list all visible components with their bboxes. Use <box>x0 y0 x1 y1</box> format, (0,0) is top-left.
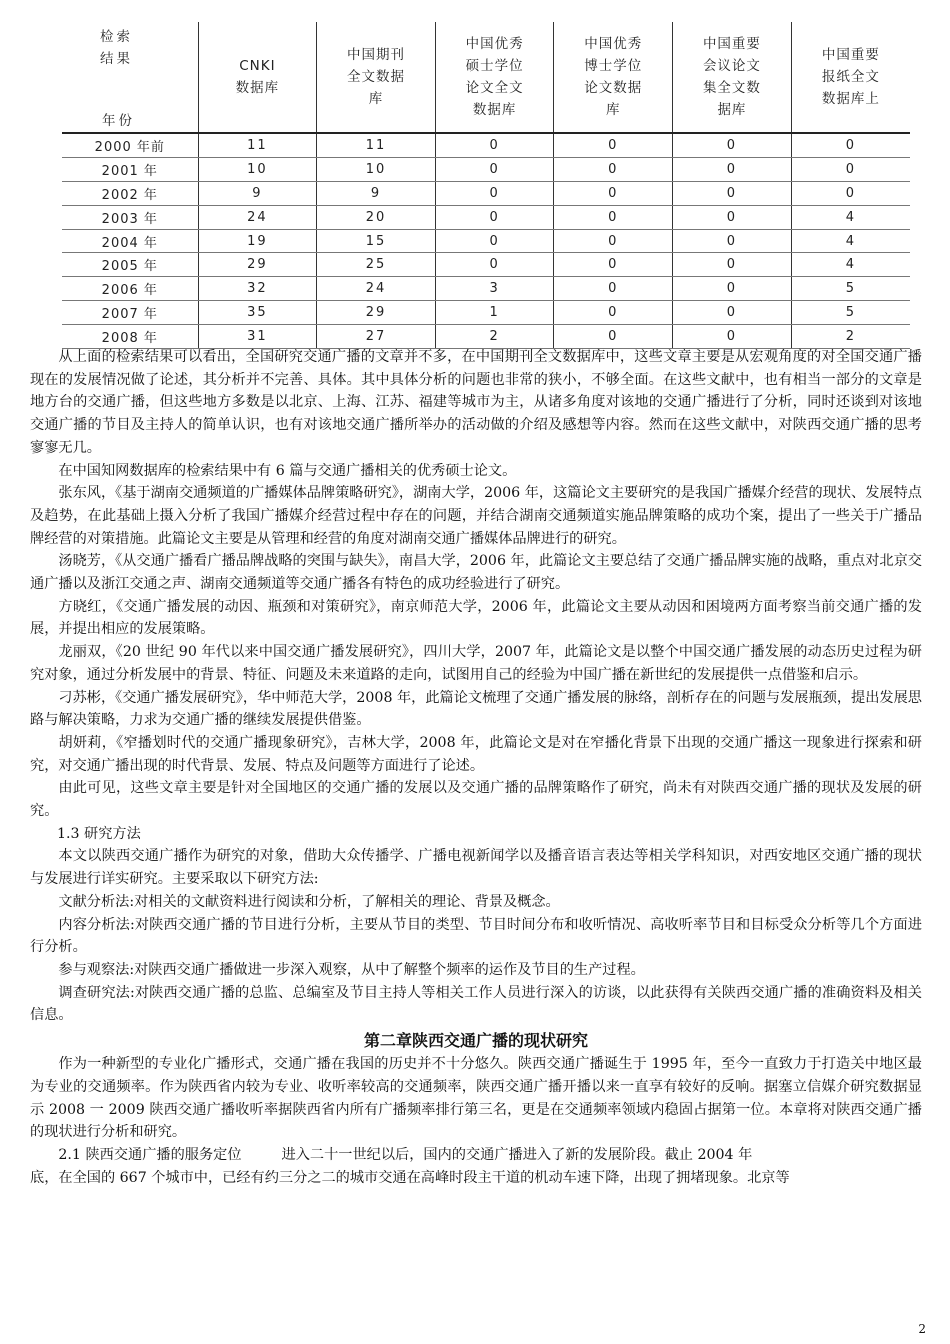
count-cell: 0 <box>554 253 673 277</box>
count-cell: 5 <box>791 277 910 301</box>
table-header-row <box>62 22 910 133</box>
paragraph: 龙丽双，《20 世纪 90 年代以来中国交通广播发展研究》，四川大学，2007 年，此篇论文是以整个中国交通广播发展的动态历史过程为研究对象，通过分析发展中的背景、特征、问题及未来道路的走向，试图用自己的经验为中国广播在新世纪的发展提供一点借鉴和启示。 <box>30 644 922 683</box>
search-results-table <box>62 22 910 349</box>
count-cell: 0 <box>554 229 673 253</box>
count-cell: 29 <box>198 253 317 277</box>
table-row <box>62 229 910 253</box>
paragraph: 参与观察法:对陕西交通广播做进一步深入观察，从中了解整个频率的运作及节目的生产过程。 <box>58 961 645 978</box>
count-cell: 0 <box>673 133 792 157</box>
paragraph: 张东风，《基于湖南交通频道的广播媒体品牌策略研究》，湖南大学，2006 年，这篇论文主要研究的是我国广播媒介经营的现状、发展特点及趋势，在此基础上摄入分析了我国广播媒介经营过程中存在的问题，并结合湖南交通频道实施品牌策略的成功个案，提出了一些关于广播品牌经营的对策措施。此篇论文主要是从管理和经营的角度对湖南交通广播媒体品牌进行的研究。 <box>30 485 922 547</box>
count-cell: 0 <box>791 133 910 157</box>
paragraph: 从上面的检索结果可以看出，全国研究交通广播的文章并不多，在中国期刊全文数据库中，这些文章主要是从宏观角度的对全国交通广播现在的发展情况做了论述，其分析并不完善、具体。其中具体分析的问题也非常的狭小，不够全面。在这些文献中，也有相当一部分的文章是地方台的交通广播，但这些地方多数是以北京、上海、江苏、福建等城市为主，从诸多角度对该地的交通广播进行了分析，同时还谈到对该地交通广播的节目及主持人的简单认识，也有对该地交通广播所举办的活动做的介绍及感想等内容。然而在这些文献中，对陕西交通广播的思考寥寥无几。 <box>30 349 922 456</box>
table-row <box>62 253 910 277</box>
year-cell: 2007 年 <box>62 301 198 325</box>
count-cell: 0 <box>554 277 673 301</box>
count-cell: 27 <box>317 325 436 349</box>
count-cell: 0 <box>673 157 792 181</box>
paragraph: 由此可见，这些文章主要是针对全国地区的交通广播的发展以及交通广播的品牌策略作了研究，尚未有对陕西交通广播的现状及发展的研究。 <box>30 780 922 820</box>
count-cell: 0 <box>673 205 792 229</box>
table-row <box>62 325 910 349</box>
count-cell: 20 <box>317 205 436 229</box>
paragraph: 调查研究法:对陕西交通广播的总监、总编室及节目主持人等相关工作人员进行深入的访谈，以此获得有关陕西交通广播的准确资料及相关信息。 <box>30 984 922 1024</box>
count-cell: 9 <box>198 181 317 205</box>
count-cell: 4 <box>791 253 910 277</box>
count-cell: 0 <box>673 277 792 301</box>
year-cell: 2003 年 <box>62 205 198 229</box>
count-cell: 0 <box>435 229 554 253</box>
count-cell: 0 <box>791 157 910 181</box>
count-cell: 9 <box>317 181 436 205</box>
count-cell: 11 <box>317 133 436 157</box>
count-cell: 3 <box>435 277 554 301</box>
table-row <box>62 301 910 325</box>
count-cell: 0 <box>673 301 792 325</box>
table-corner-header <box>62 22 198 133</box>
count-cell: 24 <box>198 205 317 229</box>
count-cell: 2 <box>791 325 910 349</box>
count-cell: 0 <box>554 205 673 229</box>
count-cell: 4 <box>791 205 910 229</box>
count-cell: 10 <box>317 157 436 181</box>
document-body <box>30 346 922 1189</box>
count-cell: 10 <box>198 157 317 181</box>
paragraph: 刁苏彬，《交通广播发展研究》，华中师范大学，2008 年，此篇论文梳理了交通广播发展的脉络，剖析存在的问题与发展瓶颈，提出发展思路与解决策略，力求为交通广播的继续发展提供借鉴。 <box>30 689 922 729</box>
count-cell: 29 <box>317 301 436 325</box>
search-results-table-container <box>62 22 910 349</box>
count-cell: 19 <box>198 229 317 253</box>
count-cell: 0 <box>554 157 673 181</box>
column-header: 中国期刊 全文数据 库 <box>317 22 436 133</box>
count-cell: 0 <box>554 181 673 205</box>
year-cell: 2001 年 <box>62 157 198 181</box>
count-cell: 0 <box>554 301 673 325</box>
table-row <box>62 133 910 157</box>
count-cell: 4 <box>791 229 910 253</box>
paragraph: 汤晓芳，《从交通广播看广播品牌战略的突围与缺失》，南昌大学，2006 年，此篇论文主要总结了交通广播品牌实施的战略，重点对北京交通广播以及浙江交通之声、湖南交通频道等交通广播各有特色的成功经验进行了研究。 <box>30 553 922 593</box>
count-cell: 0 <box>554 325 673 349</box>
chapter-title: 第二章陕西交通广播的现状研究 <box>363 1031 588 1051</box>
paragraph: 在中国知网数据库的检索结果中有 6 篇与交通广播相关的优秀硕士论文。 <box>58 462 517 479</box>
year-cell: 2000 年前 <box>62 133 198 157</box>
count-cell: 0 <box>435 181 554 205</box>
year-cell: 2006 年 <box>62 277 198 301</box>
column-header: 中国重要 报纸全文 数据库上 <box>791 22 910 133</box>
page-number: 2 <box>918 1322 926 1336</box>
paragraph-text: 进入二十一世纪以后，国内的交通广播进入了新的发展阶段。截止 2004 年 <box>281 1146 753 1163</box>
paragraph: 胡妍莉，《窄播划时代的交通广播现象研究》，吉林大学，2008 年，此篇论文是对在窄播化背景下出现的交通广播这一现象进行探索和研究，对交通广播出现的时代背景、发展、特点及问题等方面进行了论述。 <box>30 734 922 774</box>
corner-label-year: 年份 <box>102 113 135 129</box>
corner-label-results: 检索 结果 <box>100 29 133 67</box>
column-header: 中国优秀 硕士学位 论文全文 数据库 <box>435 22 554 133</box>
count-cell: 32 <box>198 277 317 301</box>
table-row <box>62 181 910 205</box>
paragraph: 本文以陕西交通广播作为研究的对象，借助大众传播学、广播电视新闻学以及播音语言表达等相关学科知识，对西安地区交通广播的现状与发展进行详实研究。主要采取以下研究方法: <box>30 848 922 888</box>
count-cell: 0 <box>673 229 792 253</box>
count-cell: 0 <box>673 325 792 349</box>
year-cell: 2005 年 <box>62 253 198 277</box>
count-cell: 0 <box>435 157 554 181</box>
paragraph <box>30 1144 922 1167</box>
count-cell: 25 <box>317 253 436 277</box>
count-cell: 0 <box>435 133 554 157</box>
table-row <box>62 205 910 229</box>
count-cell: 11 <box>198 133 317 157</box>
count-cell: 5 <box>791 301 910 325</box>
year-cell: 2002 年 <box>62 181 198 205</box>
section-heading-1-3: 1.3 研究方法 <box>56 825 141 842</box>
count-cell: 1 <box>435 301 554 325</box>
count-cell: 24 <box>317 277 436 301</box>
paragraph: 内容分析法:对陕西交通广播的节目进行分析，主要从节目的类型、节目时间分布和收听情况、高收听率节目和目标受众分析等几个方面进行分析。 <box>30 916 922 956</box>
paragraph: 作为一种新型的专业化广播形式，交通广播在我国的历史并不十分悠久。陕西交通广播诞生于 1995 年，至今一直致力于打造关中地区最为专业的交通频率。作为陕西省内较为专业、收听率较高的交通频率，陕西交通广播开播以来一直享有较好的反响。据塞立信媒介研究数据显示 2008 一 2009 陕西交通广播收听率据陕西省内所有广播频率排行第三名，更是在交通频率领域内稳固占据第一位。本章将对陕西交通广播的现状进行分析和研究。 <box>30 1056 922 1141</box>
count-cell: 31 <box>198 325 317 349</box>
table-body <box>62 133 910 349</box>
count-cell: 0 <box>435 253 554 277</box>
paragraph: 底，在全国的 667 个城市中，已经有约三分之二的城市交通在高峰时段主干道的机动车速下降，出现了拥堵现象。北京等 <box>30 1169 790 1186</box>
count-cell: 0 <box>791 181 910 205</box>
column-header: 中国优秀 博士学位 论文数据 库 <box>554 22 673 133</box>
count-cell: 0 <box>554 133 673 157</box>
column-header: 中国重要 会议论文 集全文数 据库 <box>673 22 792 133</box>
count-cell: 35 <box>198 301 317 325</box>
count-cell: 15 <box>317 229 436 253</box>
column-header: CNKI 数据库 <box>198 22 317 133</box>
count-cell: 2 <box>435 325 554 349</box>
year-cell: 2008 年 <box>62 325 198 349</box>
table-row <box>62 157 910 181</box>
paragraph: 文献分析法:对相关的文献资料进行阅读和分析，了解相关的理论、背景及概念。 <box>58 893 560 910</box>
year-cell: 2004 年 <box>62 229 198 253</box>
paragraph: 方晓红，《交通广播发展的动因、瓶颈和对策研究》，南京师范大学，2006 年，此篇论文主要从动因和困境两方面考察当前交通广播的发展，并提出相应的发展策略。 <box>30 598 922 638</box>
count-cell: 0 <box>673 181 792 205</box>
count-cell: 0 <box>673 253 792 277</box>
section-heading-2-1: 2.1 陕西交通广播的服务定位 <box>58 1146 242 1163</box>
table-row <box>62 277 910 301</box>
count-cell: 0 <box>435 205 554 229</box>
